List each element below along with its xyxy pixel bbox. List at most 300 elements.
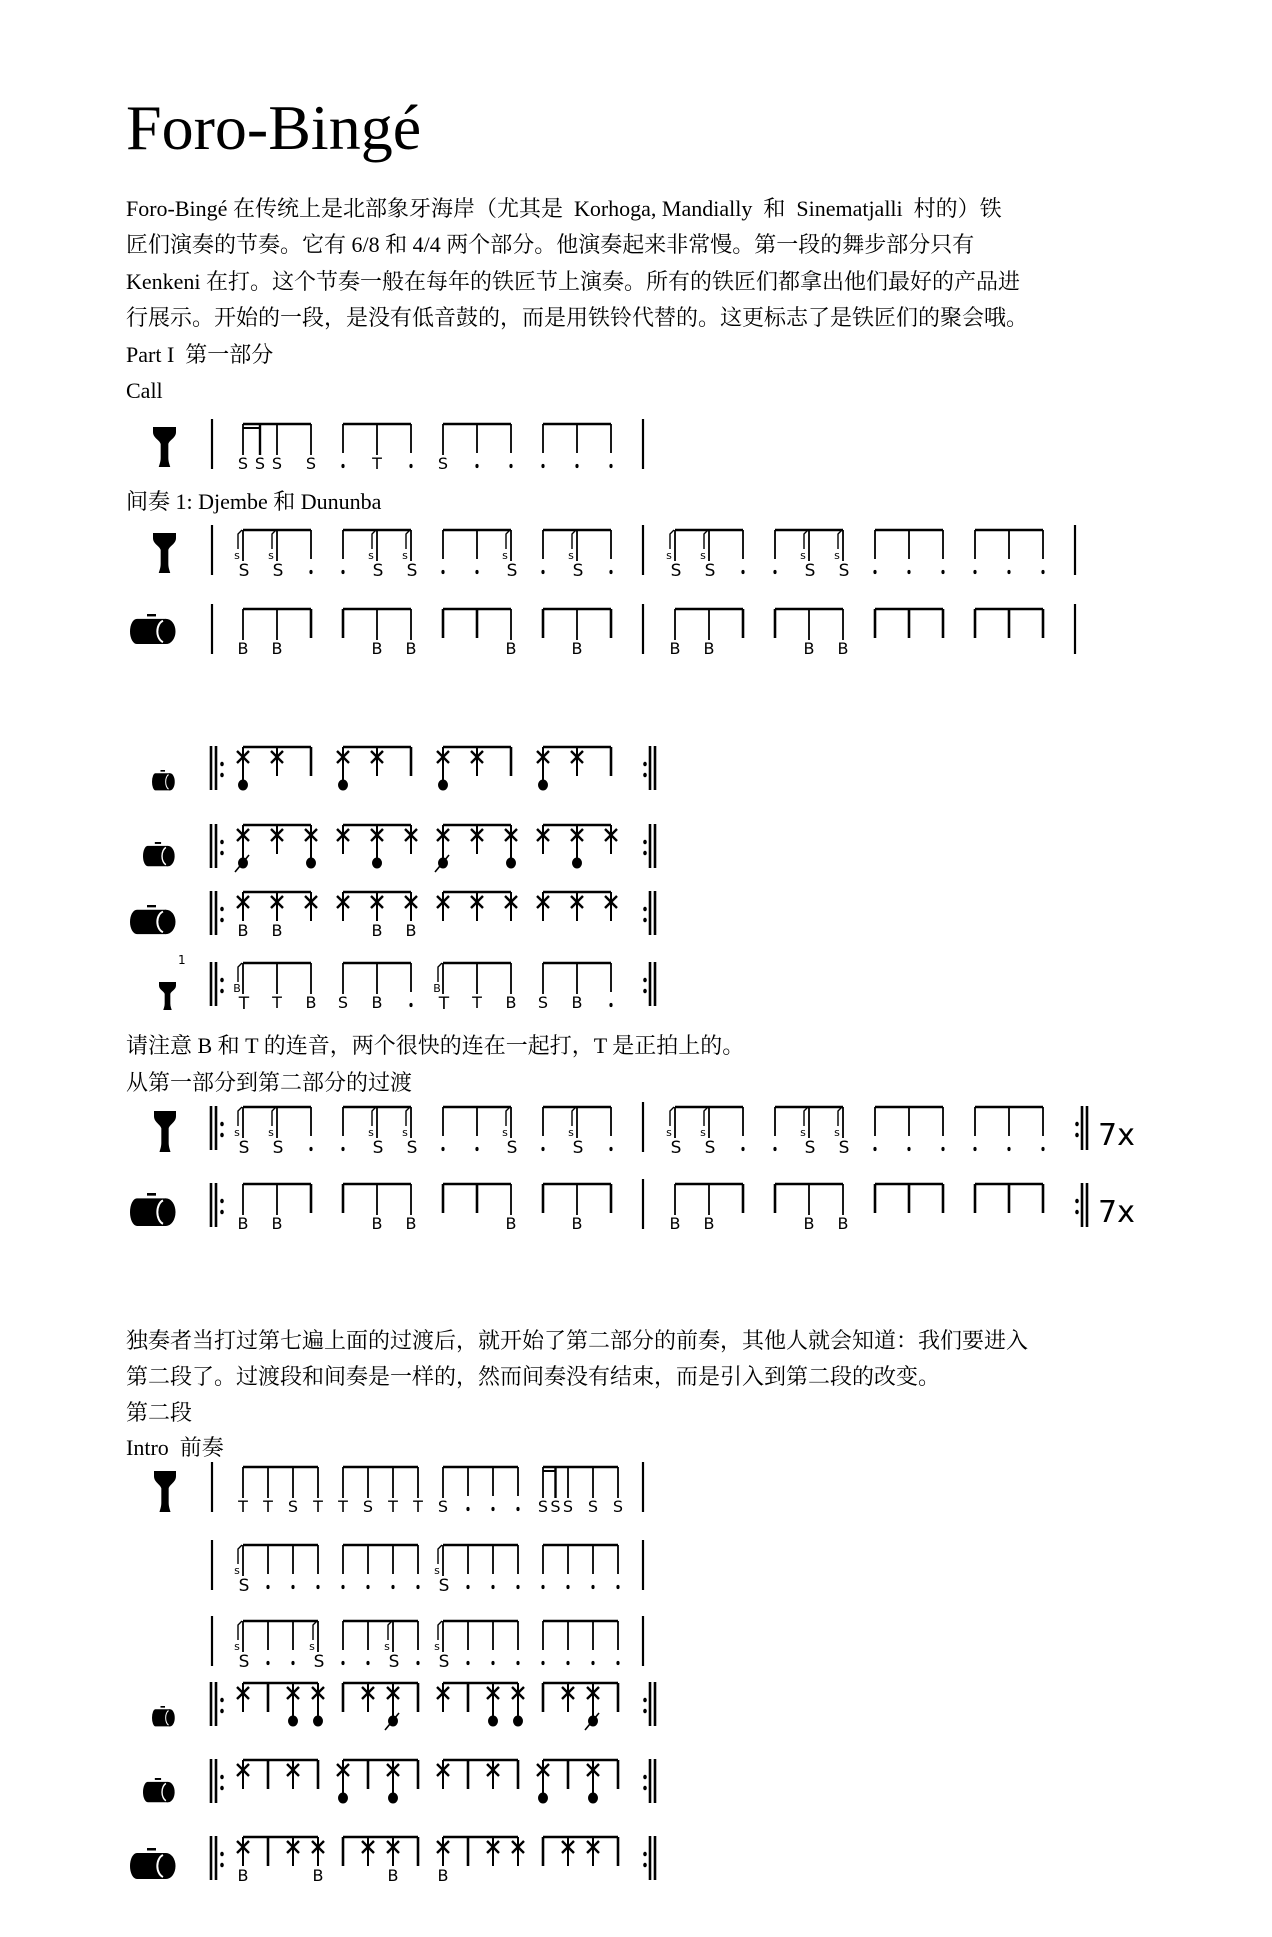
interlude-djembe-row <box>0 518 1272 582</box>
stroke-T: T <box>338 1497 348 1516</box>
flam-stem <box>272 530 276 549</box>
repeat-count: 7x <box>1098 1118 1135 1153</box>
repeat-dot <box>643 1863 647 1868</box>
flam-stem <box>704 1107 708 1126</box>
rest-dot <box>466 1507 469 1511</box>
rest-dot <box>591 1585 594 1589</box>
flam-stem <box>238 963 242 982</box>
open-stroke-dot <box>338 780 348 791</box>
stroke-S: S <box>305 454 317 473</box>
rest-dot <box>409 1003 412 1007</box>
beat-group <box>337 1760 418 1804</box>
stroke-S: S <box>838 1138 850 1158</box>
rest-dot <box>907 570 910 574</box>
stroke-B: B <box>371 639 383 658</box>
stroke-S: S <box>506 561 518 581</box>
flam-stem <box>506 1107 510 1126</box>
repeat-dot <box>220 1786 224 1791</box>
beat-group <box>773 1107 849 1158</box>
rest-dot <box>475 1147 478 1151</box>
flam-grace-s: s <box>384 1640 390 1653</box>
beat-group <box>666 530 744 581</box>
repeat-dot <box>220 1199 224 1204</box>
flam-grace-s: s <box>402 1126 408 1139</box>
footnote-marker: 1 <box>178 953 186 967</box>
rest-dot <box>491 1585 494 1589</box>
flam-grace-s: s <box>268 1126 274 1139</box>
stroke-T: T <box>272 993 282 1012</box>
repeat-dot <box>643 762 647 767</box>
beat-group <box>443 609 516 658</box>
stroke-B: B <box>803 1214 815 1233</box>
beat-group <box>341 1621 419 1672</box>
beat-group <box>666 1107 744 1158</box>
stroke-B: B <box>271 921 283 940</box>
stroke-T: T <box>313 1497 323 1516</box>
beat-group <box>875 1184 943 1213</box>
repeat-dot <box>220 851 224 856</box>
stroke-B: B <box>571 639 583 658</box>
paragraph-line: Foro-Bingé 在传统上是北部象牙海岸（尤其是 Korhoga, Mandially 和 Sinematjalli 村的）铁 <box>126 196 1002 221</box>
repeat-dot <box>643 1709 647 1714</box>
intro-djembe-row-2 <box>0 1533 1272 1597</box>
rest-dot <box>609 1003 612 1007</box>
interlude-label: 间奏 1: Djembe 和 Dununba <box>126 489 382 514</box>
beat-group <box>438 424 513 473</box>
stroke-S: S <box>587 1497 599 1516</box>
repeat-dot <box>220 1852 224 1857</box>
beat-group <box>541 1107 612 1158</box>
stroke-B: B <box>305 993 317 1012</box>
repeat-dot <box>1075 1122 1079 1127</box>
rest-dot <box>566 1585 569 1589</box>
stroke-B: B <box>505 993 517 1012</box>
intro-djembe-row-3 <box>0 1609 1272 1673</box>
open-stroke-dot <box>506 858 516 869</box>
beat-group <box>434 1621 519 1672</box>
rest-dot <box>575 464 578 468</box>
stroke-S: S <box>437 1497 449 1516</box>
flam-grace-s: s <box>434 1564 440 1577</box>
beat-group <box>441 1107 517 1158</box>
stroke-T: T <box>388 1497 398 1516</box>
beat-group <box>541 1621 619 1665</box>
repeat-dot <box>643 918 647 923</box>
flam-grace-s: s <box>434 1640 440 1653</box>
repeat-dot <box>220 1210 224 1215</box>
rest-dot <box>475 570 478 574</box>
repeat-dot <box>220 1122 224 1127</box>
note-paragraph <box>126 1027 744 1101</box>
beat-group <box>237 1760 318 1789</box>
repeat-dot <box>643 773 647 778</box>
beat-group <box>438 1467 520 1516</box>
rest-dot <box>309 570 312 574</box>
beat-group <box>538 963 613 1012</box>
repeat-dot <box>220 978 224 983</box>
stroke-B: B <box>371 921 383 940</box>
repeat-count: 7x <box>1098 1195 1135 1230</box>
stroke-S: S <box>238 1576 250 1596</box>
beat-group <box>234 1107 312 1158</box>
stroke-B: B <box>237 1214 249 1233</box>
flam-stem <box>670 1107 674 1126</box>
flam-grace-s: s <box>268 549 274 562</box>
repeat-dot <box>643 840 647 845</box>
beat-group <box>975 609 1043 638</box>
flam-grace-s: s <box>700 1126 706 1139</box>
open-stroke-dot <box>572 858 582 869</box>
open-stroke-dot <box>438 780 448 791</box>
beat-group <box>234 530 312 581</box>
rest-dot <box>541 1585 544 1589</box>
stroke-S: S <box>372 561 384 581</box>
transition-djembe-row <box>0 1095 1272 1159</box>
repeat-dot <box>1075 1210 1079 1215</box>
flam-grace-s: s <box>568 549 574 562</box>
stroke-T: T <box>238 994 250 1014</box>
repeat-dot <box>220 1698 224 1703</box>
beat-group <box>543 609 611 658</box>
open-stroke-dot <box>538 1793 548 1804</box>
beat-group <box>237 892 317 940</box>
stroke-B: B <box>405 639 417 658</box>
rest-dot <box>609 1147 612 1151</box>
beat-group <box>973 1107 1044 1151</box>
repeat-dot <box>220 907 224 912</box>
flam-stem <box>238 1621 242 1640</box>
beat-group <box>237 747 311 791</box>
beat-group <box>537 1760 618 1804</box>
beat-group <box>537 892 617 921</box>
flam-stem <box>804 1107 808 1126</box>
part2-heading: 第二段 <box>126 1399 193 1425</box>
stroke-B: B <box>571 993 583 1012</box>
rest-dot <box>741 1147 744 1151</box>
flam-stem <box>670 530 674 549</box>
beat-group <box>237 1837 324 1885</box>
flam-grace-s: s <box>234 1564 240 1577</box>
rest-dot <box>541 1661 544 1665</box>
flam-grace-s: s <box>502 549 508 562</box>
stroke-B: B <box>669 639 681 658</box>
rest-dot <box>741 570 744 574</box>
intro-label: Intro 前奏 <box>126 1435 224 1461</box>
rest-dot <box>873 1147 876 1151</box>
beat-group <box>543 1184 611 1233</box>
stroke-B: B <box>237 639 249 658</box>
stroke-T: T <box>238 1497 248 1516</box>
rest-dot <box>516 1661 519 1665</box>
transition-dununba-row <box>0 1172 1272 1236</box>
rest-dot <box>516 1585 519 1589</box>
stroke-T: T <box>372 454 382 473</box>
open-stroke-dot <box>513 1716 523 1727</box>
stroke-B: B <box>505 1214 517 1233</box>
stroke-B: B <box>237 1866 249 1885</box>
stroke-S: S <box>287 1497 299 1516</box>
beat-group <box>238 609 311 658</box>
rest-dot <box>466 1661 469 1665</box>
stroke-S: S <box>704 561 716 581</box>
beat-group <box>437 1760 518 1789</box>
stroke-B: B <box>837 1214 849 1233</box>
beat-group <box>443 1184 516 1233</box>
flam-grace-s: s <box>800 1126 806 1139</box>
stroke-S: S <box>438 1576 450 1596</box>
stroke-S: S <box>670 561 682 581</box>
stroke-B: B <box>237 921 249 940</box>
stroke-S: S <box>550 1497 561 1516</box>
rest-dot <box>541 570 544 574</box>
stroke-B: B <box>271 1214 283 1233</box>
beat-group <box>541 1545 619 1589</box>
repeat-dot <box>643 989 647 994</box>
rest-dot <box>266 1661 269 1665</box>
flam-stem <box>438 963 442 982</box>
intro-paragraph <box>126 191 1028 409</box>
rest-dot <box>309 1147 312 1151</box>
beat-group <box>337 825 417 869</box>
beat-group <box>670 609 743 658</box>
stroke-S: S <box>612 1497 624 1516</box>
open-stroke-dot <box>338 1793 348 1804</box>
paragraph-line: 第二段了。过渡段和间奏是一样的，然而间奏没有结束，而是引入到第二段的改变。 <box>126 1363 941 1389</box>
stroke-B: B <box>437 1866 449 1885</box>
open-stroke-dot <box>588 1793 598 1804</box>
beat-group <box>537 825 617 869</box>
beat-group <box>343 1184 416 1233</box>
repeat-dot <box>220 1863 224 1868</box>
rest-dot <box>341 464 344 468</box>
beat-group <box>543 1683 618 1730</box>
stroke-B: B <box>387 1866 399 1885</box>
rest-dot <box>616 1661 619 1665</box>
stroke-B: B <box>703 639 715 658</box>
stroke-S: S <box>271 454 283 473</box>
rest-dot <box>291 1585 294 1589</box>
stroke-T: T <box>263 1497 273 1516</box>
rest-dot <box>391 1585 394 1589</box>
stroke-B: B <box>505 639 517 658</box>
rest-dot <box>1041 1147 1044 1151</box>
rest-dot <box>873 570 876 574</box>
stroke-S: S <box>572 1138 584 1158</box>
rest-dot <box>973 570 976 574</box>
flam-grace-s: s <box>368 1126 374 1139</box>
rest-dot <box>773 570 776 574</box>
paragraph-line: 匠们演奏的节奏。它有 6/8 和 4/4 两个部分。他演奏起来非常慢。第一段的舞步部分只有 <box>126 232 975 258</box>
open-stroke-dot <box>313 1716 323 1727</box>
intro-sangban-row <box>0 1748 1272 1812</box>
stroke-S: S <box>838 561 850 581</box>
rest-dot <box>566 1661 569 1665</box>
rest-dot <box>1007 1147 1010 1151</box>
stroke-B: B <box>703 1214 715 1233</box>
stroke-B: B <box>803 639 815 658</box>
beat-group <box>541 424 612 468</box>
beat-group <box>341 530 417 581</box>
beat-group <box>238 1184 311 1233</box>
beat-group <box>775 609 848 658</box>
stroke-S: S <box>804 561 816 581</box>
part1-djembe-accompaniment-row <box>0 951 1272 1015</box>
beat-group <box>343 1683 418 1730</box>
open-stroke-dot <box>488 1716 498 1727</box>
note-line: 请注意 B 和 T 的连音，两个很快的连在一起打，T 是正拍上的。 <box>126 1033 745 1058</box>
rest-dot <box>441 1147 444 1151</box>
stroke-S: S <box>272 561 284 581</box>
flam-grace-s: s <box>502 1126 508 1139</box>
rest-dot <box>466 1585 469 1589</box>
flam-stem <box>238 1545 242 1564</box>
transition-label: 从第一部分到第二部分的过渡 <box>126 1070 413 1095</box>
rest-dot <box>366 1585 369 1589</box>
flam-stem <box>572 1107 576 1126</box>
flam-stem <box>438 1621 442 1640</box>
stroke-S: S <box>804 1138 816 1158</box>
rest-dot <box>416 1661 419 1665</box>
repeat-dot <box>643 1775 647 1780</box>
beat-group <box>433 963 516 1014</box>
stroke-S: S <box>388 1652 400 1672</box>
rest-dot <box>341 1585 344 1589</box>
stroke-S: S <box>537 1497 549 1516</box>
flam-stem <box>406 1107 410 1126</box>
stroke-T: T <box>438 994 450 1014</box>
rest-dot <box>941 1147 944 1151</box>
repeat-dot <box>220 1775 224 1780</box>
rest-dot <box>491 1507 494 1511</box>
beat-group <box>337 892 417 940</box>
flam-grace-s: s <box>568 1126 574 1139</box>
stroke-S: S <box>254 454 266 473</box>
beat-group <box>341 424 412 473</box>
beat-group <box>538 1467 623 1516</box>
stroke-S: S <box>337 993 349 1012</box>
flam-stem <box>313 1621 317 1640</box>
part1-sangban-row <box>0 813 1272 877</box>
beat-group <box>338 963 413 1012</box>
beat-group <box>543 1837 618 1866</box>
stroke-S: S <box>238 561 250 581</box>
flam-grace-s: s <box>666 549 672 562</box>
repeat-dot <box>220 773 224 778</box>
repeat-dot <box>643 1698 647 1703</box>
flam-stem <box>804 530 808 549</box>
flam-grace-s: s <box>800 549 806 562</box>
rest-dot <box>341 570 344 574</box>
rest-dot <box>907 1147 910 1151</box>
paragraph-line: 行展示。开始的一段，是没有低音鼓的，而是用铁铃代替的。这更标志了是铁匠们的聚会哦。 <box>126 305 1029 331</box>
stroke-S: S <box>372 1138 384 1158</box>
call-djembe-row <box>0 412 1272 476</box>
beat-group <box>235 825 317 872</box>
rest-dot <box>609 570 612 574</box>
part1-heading: Part I 第一部分 <box>126 341 274 367</box>
repeat-dot <box>1075 1133 1079 1138</box>
repeat-dot <box>643 851 647 856</box>
stroke-B: B <box>405 921 417 940</box>
flam-grace-s: s <box>309 1640 315 1653</box>
flam-stem <box>372 1107 376 1126</box>
beat-group <box>343 609 416 658</box>
beat-group <box>875 609 943 638</box>
flam-grace-s: s <box>666 1126 672 1139</box>
flam-stem <box>506 530 510 549</box>
stroke-S: S <box>406 1138 418 1158</box>
beat-group <box>437 892 517 921</box>
flam-stem <box>388 1621 392 1640</box>
beat-group <box>975 1184 1043 1213</box>
part2-paragraph <box>126 1323 1028 1466</box>
flam-stem <box>238 530 242 549</box>
flam-grace-s: s <box>234 1640 240 1653</box>
rest-dot <box>441 570 444 574</box>
beat-group <box>435 825 517 872</box>
stroke-S: S <box>537 993 549 1012</box>
flam-grace-s: s <box>700 549 706 562</box>
rest-dot <box>409 464 412 468</box>
page-title: Foro-Bingé <box>126 92 422 163</box>
flam-grace-s: s <box>234 549 240 562</box>
call-label: Call <box>126 378 163 404</box>
stroke-B: B <box>571 1214 583 1233</box>
repeat-dot <box>643 978 647 983</box>
interlude-dununba-row <box>0 597 1272 661</box>
repeat-dot <box>643 1786 647 1791</box>
beat-group <box>341 1545 419 1589</box>
beat-group <box>973 530 1044 574</box>
flam-grace-s: s <box>234 1126 240 1139</box>
beat-group <box>437 1837 524 1885</box>
beat-group <box>237 1683 324 1727</box>
repeat-dot <box>643 1852 647 1857</box>
beat-group <box>670 1184 743 1233</box>
stroke-S: S <box>362 1497 374 1516</box>
stroke-S: S <box>406 561 418 581</box>
rest-dot <box>416 1585 419 1589</box>
stroke-B: B <box>271 639 283 658</box>
flam-stem <box>838 530 842 549</box>
repeat-dot <box>220 1133 224 1138</box>
beat-group <box>434 1545 519 1596</box>
repeat-dot <box>220 1709 224 1714</box>
stroke-S: S <box>704 1138 716 1158</box>
rest-dot <box>491 1661 494 1665</box>
beat-group <box>337 1467 423 1516</box>
flam-stem <box>704 530 708 549</box>
rest-dot <box>291 1661 294 1665</box>
repeat-dot <box>220 989 224 994</box>
beat-group <box>441 530 517 581</box>
open-stroke-dot <box>306 858 316 869</box>
beat-group <box>234 1545 319 1596</box>
stroke-S: S <box>438 1652 450 1672</box>
open-stroke-dot <box>538 780 548 791</box>
beat-group <box>873 530 944 574</box>
stroke-S: S <box>272 1138 284 1158</box>
beat-group <box>337 747 411 791</box>
rest-dot <box>541 464 544 468</box>
flam-grace-B: B <box>433 982 441 995</box>
rest-dot <box>973 1147 976 1151</box>
repeat-dot <box>220 762 224 767</box>
repeat-dot <box>220 918 224 923</box>
stroke-S: S <box>238 1138 250 1158</box>
rest-dot <box>366 1661 369 1665</box>
stroke-B: B <box>312 1866 324 1885</box>
